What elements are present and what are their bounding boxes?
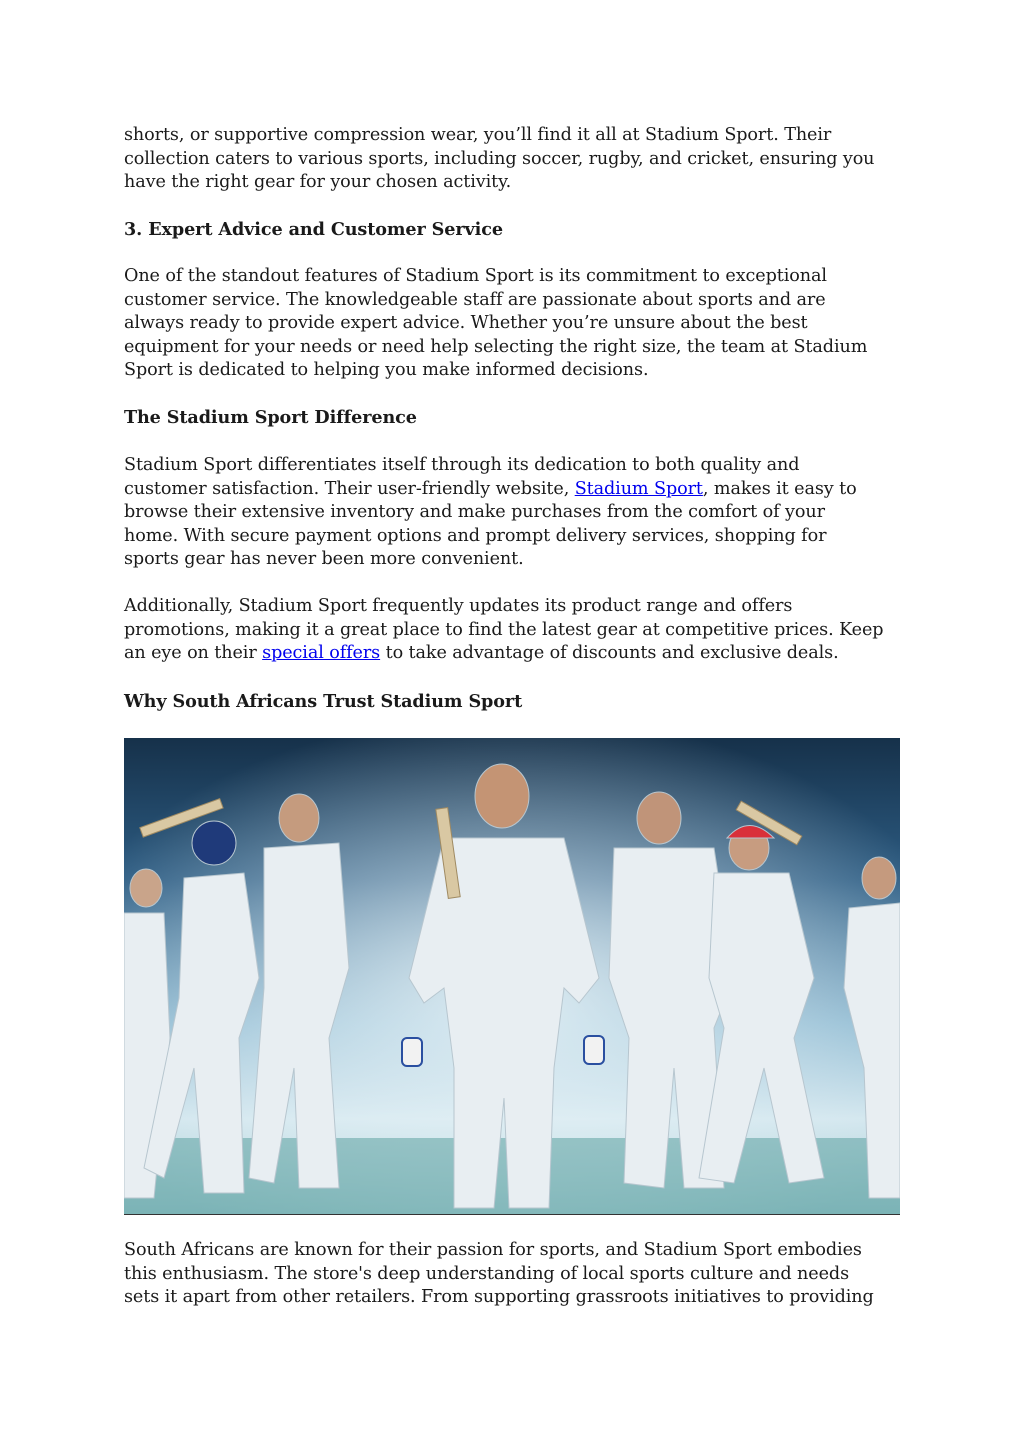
text-line: collection caters to various sports, including soccer, rugby, and cricket, ensuring you [124, 148, 875, 169]
stadium-sport-link[interactable]: Stadium Sport [574, 478, 703, 499]
text-line [124, 478, 914, 502]
special-offers-link[interactable]: special offers [262, 643, 381, 663]
paragraph-south-africans [124, 1239, 914, 1310]
paragraph-customer-service [124, 265, 914, 383]
text-line: One of the standout features of Stadium Sport is its commitment to exceptional [124, 266, 827, 286]
heading-why-trust: Why South Africans Trust Stadium Sport [124, 691, 523, 712]
text-line: South Africans are known for their passion for sports, and Stadium Sport embodies [124, 1240, 862, 1260]
text-line: Stadium Sport differentiates itself through its dedication to both quality and [124, 455, 800, 475]
text-line: always ready to provide expert advice. Whether you’re unsure about the best [124, 313, 808, 333]
cricket-players-illustration [124, 738, 900, 1214]
text-line: shorts, or supportive compression wear, you’ll find it all at Stadium Sport. Their [124, 125, 832, 145]
text-line: sets it apart from other retailers. From supporting grassroots initiatives to providing [124, 1287, 874, 1307]
text-line: Additionally, Stadium Sport frequently updates its product range and offers [124, 596, 793, 616]
heading-difference: The Stadium Sport Difference [124, 407, 417, 428]
text-line: promotions, making it a great place to find the latest gear at competitive prices. Keep [124, 619, 884, 640]
paragraph-promotions [124, 595, 914, 666]
text-segment: , makes it easy to [702, 478, 857, 499]
text-segment: to take advantage of discounts and exclusive deals. [380, 643, 839, 663]
text-segment: an eye on their [124, 643, 263, 663]
text-segment: customer satisfaction. Their user-friendly website, [124, 478, 575, 499]
cricket-players-photo [124, 738, 900, 1215]
paragraph-difference [124, 454, 914, 572]
text-line [124, 642, 914, 666]
paragraph-clothing [124, 124, 914, 195]
text-line: this enthusiasm. The store's deep understanding of local sports culture and needs [124, 1263, 850, 1284]
text-line: customer service. The knowledgeable staff are passionate about sports and are [124, 289, 826, 310]
text-line: sports gear has never been more convenient. [124, 549, 524, 569]
text-line: have the right gear for your chosen activity. [124, 172, 512, 192]
text-line: Sport is dedicated to helping you make informed decisions. [124, 360, 649, 380]
text-line: browse their extensive inventory and make purchases from the comfort of your [124, 502, 825, 522]
text-line: home. With secure payment options and prompt delivery services, shopping for [124, 525, 827, 546]
text-line: equipment for your needs or need help selecting the right size, the team at Stadium [124, 336, 868, 357]
heading-expert-advice: 3. Expert Advice and Customer Service [124, 219, 503, 240]
